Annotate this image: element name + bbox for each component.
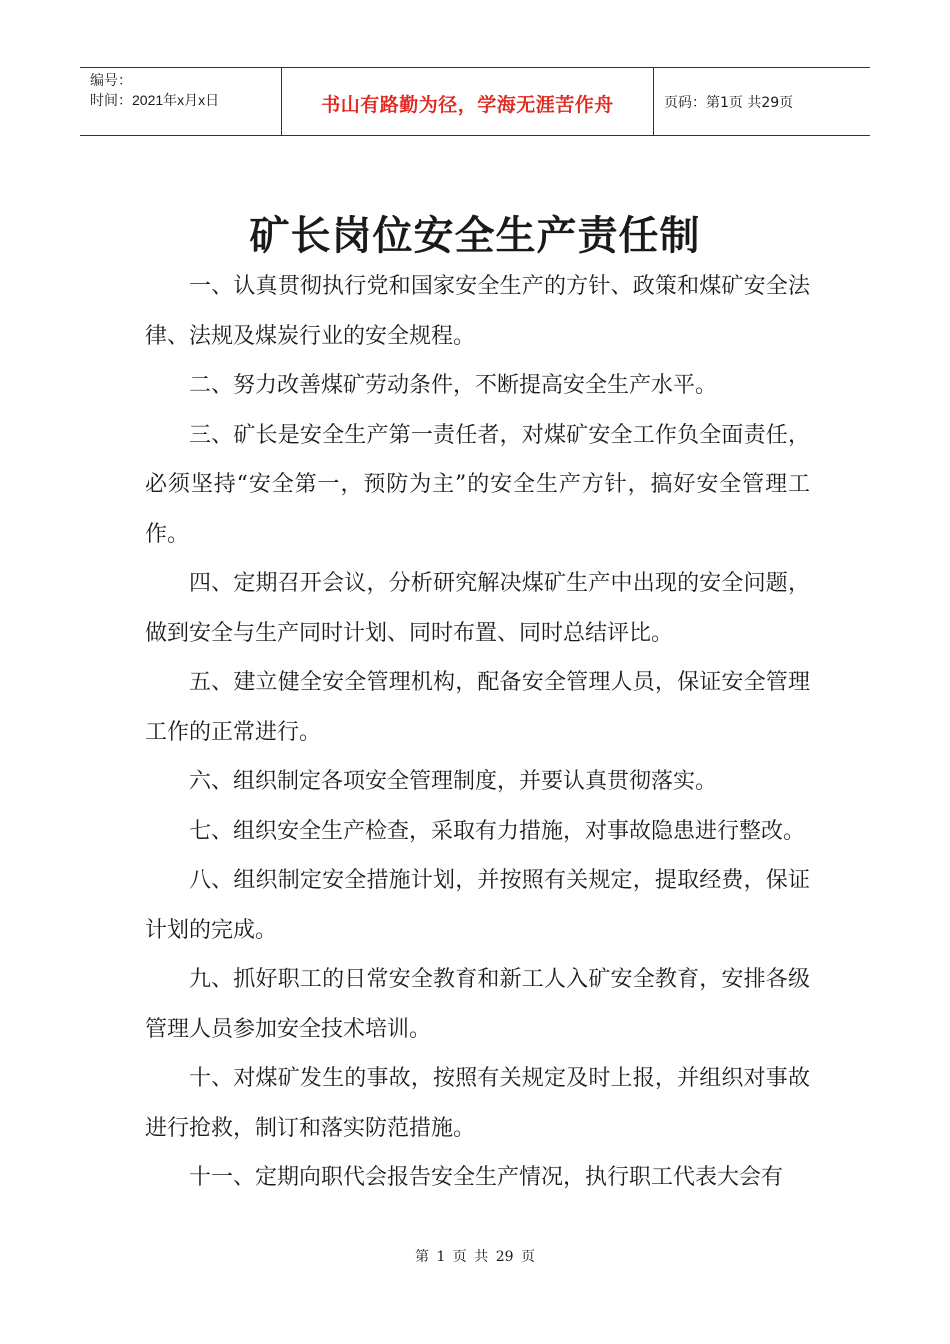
- paragraph: 四、定期召开会议，分析研究解决煤矿生产中出现的安全问题，做到安全与生产同时计划、同时布置、同时总结评比。: [145, 571, 810, 646]
- header-page-info-cell: [654, 68, 870, 135]
- paragraph: 七、组织安全生产检查，采取有力措施，对事故隐患进行整改。: [189, 818, 806, 844]
- paragraph: 二、努力改善煤矿劳动条件，不断提高安全生产水平。: [189, 373, 718, 398]
- paragraph: 十一、定期向职代会报告安全生产情况，执行职工代表大会有: [189, 1165, 784, 1190]
- paragraph: 八、组织制定安全措施计划，并按照有关规定，提取经费，保证计划的完成。: [145, 868, 810, 943]
- document-title: 矿长岗位安全生产责任制: [249, 213, 701, 259]
- document-body: [145, 262, 810, 1203]
- header-motto: 书山有路勤为径，学海无涯苦作舟: [321, 94, 614, 116]
- paragraph: 三、矿长是安全生产第一责任者，对煤矿安全工作负全面责任，必须坚持“安全第一，预防为主”的安全生产方针，搞好安全管理工作。: [145, 422, 810, 547]
- paragraph: 十、对煤矿发生的事故，按照有关规定及时上报，并组织对事故进行抢救，制订和落实防范措施。: [145, 1066, 810, 1141]
- serial-number-label: 编号：: [90, 72, 132, 88]
- paragraph: 六、组织制定各项安全管理制度，并要认真贯彻落实。: [189, 769, 718, 794]
- header-meta: [80, 68, 282, 135]
- time-label: 时间：2021年x月x日: [90, 92, 220, 108]
- document-header: [80, 67, 870, 136]
- page-footer-number: 第 1 页 共 29 页: [415, 1249, 535, 1265]
- paragraph: 一、认真贯彻执行党和国家安全生产的方针、政策和煤矿安全法律、法规及煤炭行业的安全规程。: [145, 274, 810, 349]
- paragraph: 九、抓好职工的日常安全教育和新工人入矿安全教育，安排各级管理人员参加安全技术培训。: [145, 967, 810, 1042]
- paragraph: 五、建立健全安全管理机构，配备安全管理人员，保证安全管理工作的正常进行。: [145, 670, 810, 745]
- header-page-info: 页码：第1页 共29页: [664, 94, 794, 111]
- header-motto-cell: [282, 68, 654, 135]
